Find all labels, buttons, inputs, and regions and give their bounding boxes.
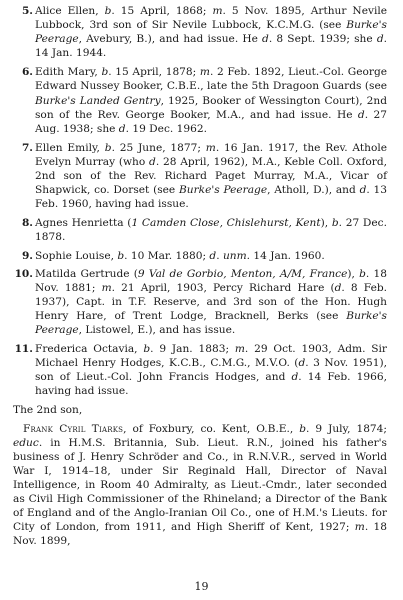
daughter-entry [13, 342, 387, 398]
text-run: ), [347, 267, 360, 280]
italic-text: Burke's Peerage [35, 309, 387, 336]
italic-text: m [212, 5, 223, 17]
text-run: , of Foxbury, co. Kent, O.B.E., [123, 422, 300, 435]
daughter-entry [13, 65, 387, 135]
italic-text: b [331, 217, 339, 230]
text-run: Frederica Octavia, [35, 343, 144, 356]
italic-text: b [143, 343, 151, 356]
entry-text [35, 142, 387, 210]
italic-text: m [354, 521, 365, 534]
entry-number: 10. [14, 267, 33, 280]
text-run: . 2 Feb. 1892, Lieut.-Col. George Edward Nussey Booker, C.B.E., late the 5th Dragoon Guards (see [35, 66, 387, 93]
entry-number: 5. [21, 5, 33, 17]
text-run: . 27 Aug. 1938; she [35, 108, 387, 135]
text-run: . 18 Nov. 1881; [35, 267, 388, 294]
text-run: . 16 Jan. 1917, the Rev. Athole Evelyn Murray (who [35, 141, 387, 168]
italic-text: b [299, 422, 307, 435]
italic-text: d [376, 33, 384, 46]
entry-number: 7. [21, 141, 33, 154]
italic-text: b [104, 141, 112, 154]
paragraph-body [13, 423, 387, 548]
text-run: . 8 Feb. 1937), Capt. in T.F. Reserve, and 3rd son of the Hon. Hugh Henry Hare, of Trent Lodge, Bracknell, Berks (see [35, 281, 387, 322]
daughter-entry [13, 267, 387, 337]
daughter-entry [13, 249, 387, 263]
text-run: . 21 April, 1903, Percy Richard Hare ( [111, 281, 335, 294]
text-run: Alice Ellen, [35, 5, 105, 17]
italic-text: m [101, 281, 112, 294]
daughter-entry [13, 141, 387, 211]
text-run: . 27 Dec. 1878. [35, 217, 387, 244]
italic-text: m [199, 66, 210, 79]
entry-text [35, 250, 325, 262]
italic-text: 1 Camden Close, Chislehurst, Kent [131, 217, 321, 230]
italic-text: d [118, 122, 126, 135]
italic-text: d [291, 371, 299, 384]
frank-cyril-tiarks-paragraph [13, 422, 387, 549]
italic-text: Burke's Landed Gentry [35, 94, 161, 107]
entry-number: 11. [14, 343, 33, 356]
text-run: Sophie Louise, [35, 249, 118, 262]
text-run: , Atholl, D.), and [267, 184, 360, 197]
text-run: ), [320, 217, 332, 230]
italic-text: Burke's Peerage [178, 184, 268, 197]
text-run: . 8 Sept. 1939; she [268, 33, 377, 46]
italic-text: d [149, 155, 156, 168]
entry-number: 8. [21, 217, 33, 230]
daughter-entry [13, 4, 387, 60]
text-run: Edith Mary, [35, 66, 102, 79]
italic-text: 9 Val de Gorbio, Menton, A/M, France [137, 267, 348, 280]
entry-text [35, 343, 387, 397]
text-run: . 15 April, 1868; [111, 5, 213, 17]
italic-text: d [262, 33, 269, 46]
person-name-small-caps: Frank Cyril Tiarks [23, 422, 124, 435]
italic-text: educ [13, 436, 39, 449]
text-run: . [216, 249, 223, 262]
text-run: . 25 June, 1877; [111, 141, 206, 154]
italic-text: Burke's Peerage [35, 19, 387, 46]
text-run: . 14 Jan. 1944. [35, 33, 388, 60]
text-run: . in H.M.S. Britannia, Sub. Lieut. R.N., joined his father's business of J. Henry Schröder and Co., in R.N.V.R., served in World War I, 1914–18, under Sir Reginald Hall, Director of Naval Intelligence, in Room 40 Admiralty, as Lieut.-Cmdr., later seconded as Civil High Commissioner of the Rhineland; a Director of the Bank of England and of the Anglo-Iranian Oil Co., one of H.M.'s Lieuts. for City of London, from 1911, and High Sheriff of Kent, 1927; [13, 436, 387, 534]
text-run: Ellen Emily, [35, 141, 105, 154]
text-run: , Avebury, B.), and had issue. He [78, 33, 263, 46]
text-run: . 9 Jan. 1883; [150, 343, 235, 356]
entry-number: 6. [21, 66, 33, 79]
text-run: Agnes Henrietta ( [35, 217, 132, 230]
text-run: . 13 Feb. 1960, having had issue. [35, 184, 388, 211]
text-run: . 29 Oct. 1903, Adm. Sir Michael Henry Hodges, K.C.B., C.M.G., M.V.O. ( [35, 343, 387, 370]
daughter-entry [13, 216, 387, 244]
italic-text: b [101, 66, 109, 79]
text-run: . 14 Feb. 1966, having had issue. [35, 371, 387, 398]
text-run: , 1925, Booker of Wessington Court), 2nd son of the Rev. George Booker, M.A., and had issue. He [35, 94, 387, 121]
italic-text: d [359, 184, 367, 197]
entry-text [35, 5, 387, 59]
text-run: . 14 Jan. 1960. [246, 249, 325, 262]
italic-text: m [205, 141, 216, 154]
entry-text [35, 217, 387, 243]
text-run: , Listowel, E.), and has issue. [78, 323, 236, 336]
italic-text: unm [222, 249, 247, 262]
text-run: . 18 Nov. 1899, [13, 521, 388, 548]
text-run: Matilda Gertrude ( [35, 267, 138, 280]
text-run: . 28 April, 1962), M.A., Keble Coll. Oxford, 2nd son of the Rev. Richard Paget Murray, M.A., Vicar of Shapwick, co. Dorset (see [35, 155, 387, 197]
italic-text: b [104, 5, 112, 17]
text-run: . 9 July, 1874; [306, 422, 387, 435]
italic-text: b [359, 267, 366, 280]
entry-number: 9. [21, 249, 33, 262]
text-run: . 10 Mar. 1880; [124, 249, 210, 262]
italic-text: m [234, 343, 245, 356]
text-run: . 3 Nov. 1951), son of Lieut.-Col. John Francis Hodges, and [35, 357, 387, 384]
entry-text [35, 66, 387, 134]
italic-text: d [334, 281, 342, 294]
text-run: . 15 April, 1878; [108, 66, 200, 79]
italic-text: d [209, 249, 217, 262]
text-run: . 5 Nov. 1895, Arthur Nevile Lubbock, 3rd son of Sir Nevile Lubbock, K.C.M.G. (see [35, 5, 387, 32]
page-number: 19 [194, 580, 209, 593]
entry-text [35, 268, 387, 336]
italic-text: b [117, 249, 125, 262]
daughters-list [13, 4, 387, 398]
second-son-heading: The 2nd son, [13, 404, 83, 417]
text-run: . 19 Dec. 1962. [125, 122, 207, 135]
italic-text: d [357, 108, 365, 121]
italic-text: d [298, 357, 306, 370]
